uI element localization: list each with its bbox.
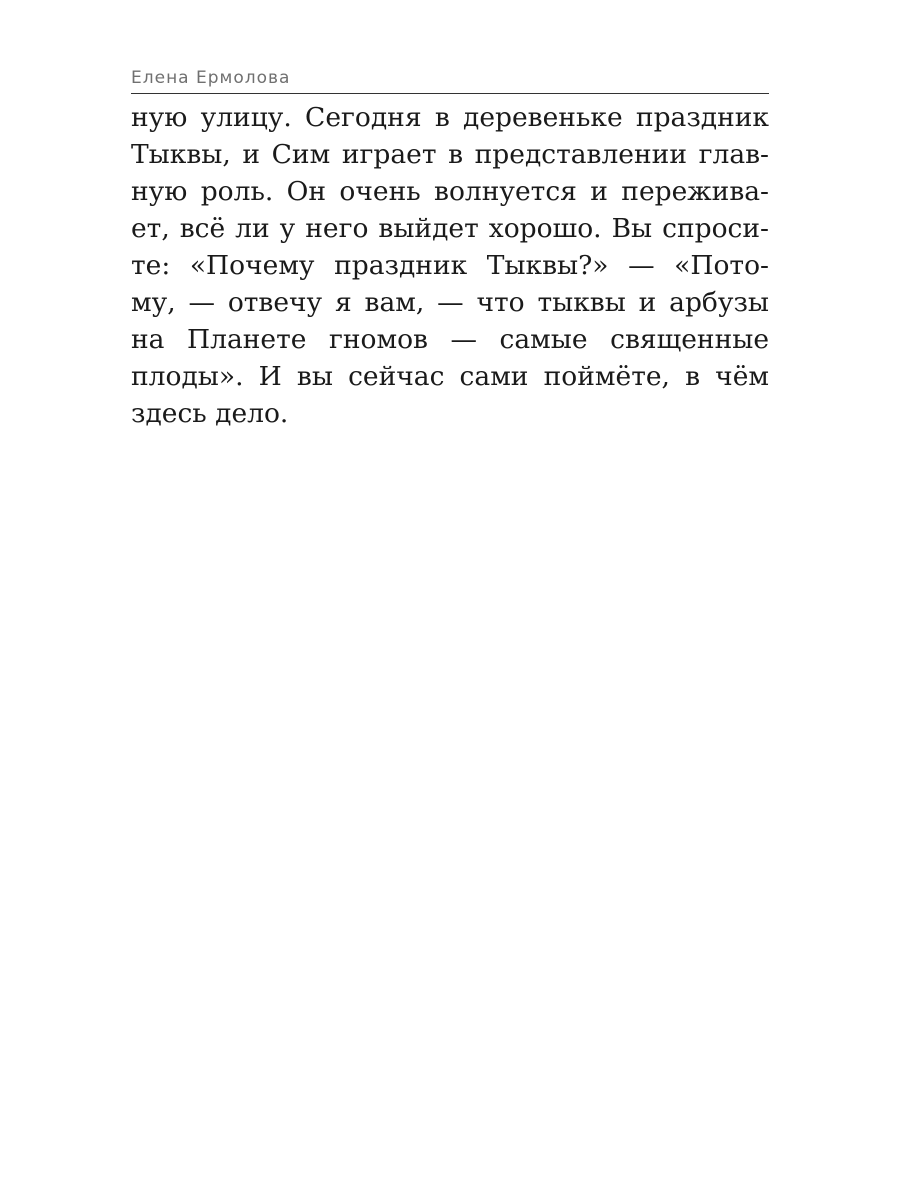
text-line: плоды». И вы сейчас сами поймёте, в чём [131,361,769,392]
text-line: на Планете гномов — самые священные [131,324,769,355]
text-line: те: «Почему праздник Тыквы?» — «Пото- [131,250,769,281]
header-rule [131,93,769,94]
text-line-last: здесь дело. [131,398,289,429]
body-text [131,99,769,432]
text-line: ет, всё ли у него выйдет хорошо. Вы спроси- [131,213,769,244]
text-line: ную улицу. Сегодня в деревеньке праздник [131,102,769,133]
text-line: Тыквы, и Сим играет в представлении глав- [131,139,769,170]
text-line: му, — отвечу я вам, — что тыквы и арбузы [131,287,769,318]
text-line: ную роль. Он очень волнуется и пережива- [131,176,769,207]
running-head-author: Елена Ермолова [131,68,291,88]
